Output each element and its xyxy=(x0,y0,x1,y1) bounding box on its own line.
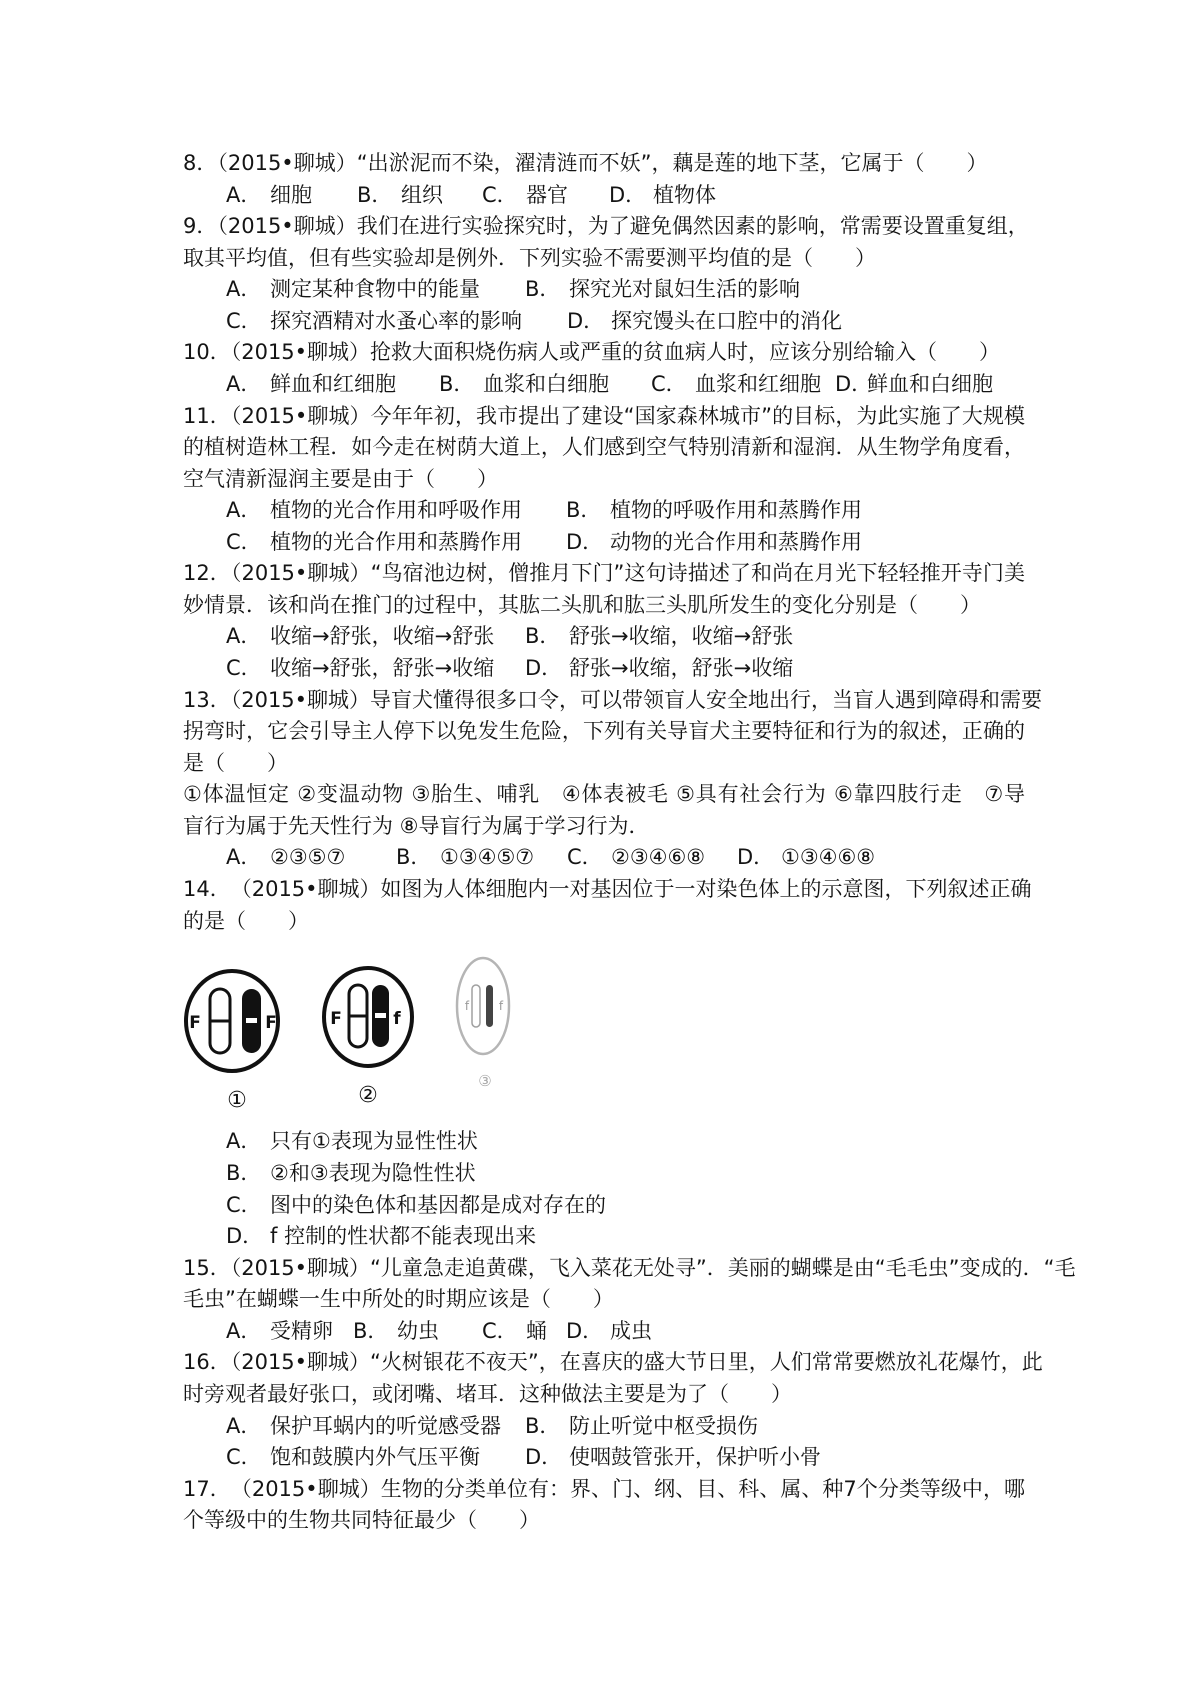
option-text: 鲜血和红细胞 xyxy=(270,371,396,396)
option-label: B． xyxy=(357,182,393,207)
gene-label-right: f xyxy=(498,999,504,1014)
option-text: ①③④⑥⑧ xyxy=(781,845,876,870)
question-15 xyxy=(183,1253,1076,1348)
option-text: 成虫 xyxy=(610,1318,652,1343)
question-text: 空气清新湿润主要是由于（ ） xyxy=(183,466,498,491)
question-text: 毛虫”在蝴蝶一生中所处的时期应该是（ ） xyxy=(183,1287,614,1312)
option-c xyxy=(226,527,522,559)
option-text: 探究光对鼠妇生活的影响 xyxy=(569,277,800,302)
centromere xyxy=(246,1018,257,1023)
question-16 xyxy=(183,1347,1043,1473)
option-b xyxy=(439,369,609,401)
option-a xyxy=(226,842,345,874)
option-d xyxy=(567,306,842,338)
option-d xyxy=(566,1316,652,1348)
option-text: 测定某种食物中的能量 xyxy=(270,277,480,302)
option-label: D． xyxy=(609,182,647,207)
option-d xyxy=(835,369,993,401)
option-text: 细胞 xyxy=(270,182,312,207)
option-text: 植物的呼吸作用和蒸腾作用 xyxy=(610,498,862,523)
option-text: 只有①表现为显性性状 xyxy=(270,1129,478,1154)
cell-panel-3 xyxy=(457,958,509,1090)
option-label: B． xyxy=(525,624,561,649)
question-10 xyxy=(183,337,1025,400)
option-label: C． xyxy=(226,1445,262,1470)
option-label: B． xyxy=(396,845,432,870)
option-d xyxy=(566,527,862,559)
option-text: 植物的光合作用和蒸腾作用 xyxy=(270,529,522,554)
option-label: C． xyxy=(226,1192,262,1217)
question-text: 14． （2015•聊城）如图为人体细胞内一对基因位于一对染色体上的示意图，下列叙述正确 xyxy=(183,876,1032,901)
gene-label-left: f xyxy=(464,999,470,1014)
option-c xyxy=(226,1190,606,1222)
option-row xyxy=(183,1411,1025,1443)
option-text: 收缩→舒张，收缩→舒张 xyxy=(270,624,495,649)
option-text: f 控制的性状都不能表现出来 xyxy=(270,1224,537,1249)
option-text: ①③④⑤⑦ xyxy=(440,845,535,870)
option-label: C． xyxy=(226,529,262,554)
option-label: D． xyxy=(525,1445,563,1470)
question-text: 15．（2015•聊城）“儿童急走追黄碟，飞入菜花无处寻”．美丽的蝴蝶是由“毛毛虫”变成的．“毛 xyxy=(183,1255,1076,1280)
option-b xyxy=(525,274,800,306)
option-text: 动物的光合作用和蒸腾作用 xyxy=(610,529,862,554)
option-label: B． xyxy=(525,277,561,302)
option-text: 幼虫 xyxy=(397,1318,439,1343)
option-label: B． xyxy=(226,1161,262,1186)
option-text: ②和③表现为隐性性状 xyxy=(270,1161,476,1186)
question-12 xyxy=(183,558,1025,684)
panel-label: ② xyxy=(358,1083,378,1109)
option-c xyxy=(567,842,705,874)
option-text: 植物体 xyxy=(653,182,716,207)
option-text: 蛹 xyxy=(526,1318,547,1343)
option-d xyxy=(737,842,875,874)
option-a xyxy=(226,1126,478,1158)
option-c xyxy=(482,180,568,212)
option-a xyxy=(226,621,494,653)
option-text: 图中的染色体和基因都是成对存在的 xyxy=(270,1192,606,1217)
option-label: C． xyxy=(567,845,603,870)
option-label: B． xyxy=(353,1318,389,1343)
option-text: 保护耳蜗内的听觉感受器 xyxy=(270,1413,501,1438)
question-text: 拐弯时，它会引导主人停下以免发生危险，下列有关导盲犬主要特征和行为的叙述，正确的 xyxy=(183,719,1025,744)
option-label: A． xyxy=(226,845,262,870)
option-text: 舒张→收缩，收缩→舒张 xyxy=(569,624,794,649)
option-text: 收缩→舒张，舒张→收缩 xyxy=(270,656,495,680)
option-label: D． xyxy=(566,529,604,554)
option-d xyxy=(525,653,793,685)
option-label: D． xyxy=(567,308,605,333)
option-row xyxy=(183,369,1025,401)
option-a xyxy=(226,274,480,306)
gene-label-left: F xyxy=(189,1013,201,1034)
option-b xyxy=(226,1158,476,1190)
question-text: 妙情景．该和尚在推门的过程中，其肱二头肌和肱三头肌所发生的变化分别是（ ） xyxy=(183,592,981,617)
option-label: A． xyxy=(226,624,262,649)
chromosome-figure xyxy=(183,937,1025,1126)
option-text: 使咽鼓管张开，保护听小骨 xyxy=(569,1445,821,1470)
chromosome-diagram xyxy=(183,937,543,1126)
option-label: D． xyxy=(835,371,873,396)
option-text: 组织 xyxy=(401,182,443,207)
question-text: 17． （2015•聊城）生物的分类单位有：界、门、纲、目、科、属、种7个分类等级中，哪 xyxy=(183,1476,1025,1501)
option-label: D． xyxy=(737,845,775,870)
option-c xyxy=(226,653,494,685)
option-b xyxy=(353,1316,439,1348)
option-label: A． xyxy=(226,1129,262,1154)
option-row xyxy=(183,306,1025,338)
question-text: 的是（ ） xyxy=(183,908,309,933)
question-text: 13．（2015•聊城）导盲犬懂得很多口令，可以带领盲人安全地出行，当盲人遇到障碍和需要 xyxy=(183,687,1043,712)
question-14 xyxy=(183,874,1032,1253)
option-row xyxy=(183,1190,1025,1222)
option-label: B． xyxy=(439,371,475,396)
option-label: A． xyxy=(226,277,262,302)
option-text: 器官 xyxy=(526,182,568,207)
option-label: C． xyxy=(226,308,262,333)
option-text: 探究馒头在口腔中的消化 xyxy=(611,308,842,333)
option-text: ②③④⑥⑧ xyxy=(611,845,706,870)
option-text: 饱和鼓膜内外气压平衡 xyxy=(270,1445,480,1470)
option-row xyxy=(183,621,1025,653)
question-text: 12．（2015•聊城）“鸟宿池边树，僧推月下门”这句诗描述了和尚在月光下轻轻推开寺门美 xyxy=(183,561,1025,586)
gene-label-left: F xyxy=(330,1009,342,1030)
option-label: B． xyxy=(566,498,602,523)
question-text: 取其平均值，但有些实验却是例外．下列实验不需要测平均值的是（ ） xyxy=(183,245,876,270)
gene-label-right: f xyxy=(393,1009,401,1030)
question-text: 9．（2015•聊城）我们在进行实验探究时，为了避免偶然因素的影响，常需要设置重复组， xyxy=(183,214,1029,239)
option-b xyxy=(396,842,534,874)
option-label: C． xyxy=(482,182,518,207)
option-label: C． xyxy=(226,656,262,680)
option-b xyxy=(566,495,862,527)
option-b xyxy=(525,621,793,653)
option-b xyxy=(357,180,443,212)
question-text: 的植树造林工程．如今走在树荫大道上，人们感到空气特别清新和湿润．从生物学角度看， xyxy=(183,435,1025,460)
option-a xyxy=(226,495,522,527)
question-text: 11．（2015•聊城）今年年初，我市提出了建设“国家森林城市”的目标，为此实施了大规模 xyxy=(183,403,1025,428)
statement-list: ①体温恒定 ②变温动物 ③胎生、哺乳 ④体表被毛 ⑤具有社会行为 ⑥靠四肢行走 ⑦导 xyxy=(183,782,1025,807)
chromosome-black xyxy=(486,985,493,1027)
option-row xyxy=(183,495,1025,527)
option-label: B． xyxy=(525,1413,561,1438)
option-row xyxy=(183,1158,1025,1190)
option-row xyxy=(183,653,1025,685)
option-row xyxy=(183,527,1025,559)
question-text: 是（ ） xyxy=(183,750,288,775)
option-row xyxy=(183,842,1025,874)
option-a xyxy=(226,1316,333,1348)
option-d xyxy=(609,180,716,212)
question-17 xyxy=(183,1474,1025,1537)
chromosome-white xyxy=(472,985,480,1027)
option-a xyxy=(226,369,396,401)
option-label: C． xyxy=(482,1318,518,1343)
question-9 xyxy=(183,211,1029,337)
option-label: A． xyxy=(226,371,262,396)
option-label: D． xyxy=(566,1318,604,1343)
option-text: 植物的光合作用和呼吸作用 xyxy=(270,498,522,523)
option-text: 探究酒精对水蚤心率的影响 xyxy=(270,308,522,333)
option-a xyxy=(226,180,312,212)
option-d xyxy=(525,1442,821,1474)
option-row xyxy=(183,1221,1025,1253)
question-13 xyxy=(183,685,1043,874)
option-label: A． xyxy=(226,1318,262,1343)
centromere xyxy=(375,1013,386,1018)
option-label: D． xyxy=(226,1224,264,1249)
question-text: 个等级中的生物共同特征最少（ ） xyxy=(183,1508,540,1533)
question-text: 10．（2015•聊城）抢救大面积烧伤病人或严重的贫血病人时，应该分别给输入（ ） xyxy=(183,340,1001,365)
question-11 xyxy=(183,401,1025,559)
option-row xyxy=(183,1442,1025,1474)
option-text: 血浆和红细胞 xyxy=(695,371,821,396)
option-b xyxy=(525,1411,758,1443)
option-c xyxy=(226,1442,480,1474)
option-label: C． xyxy=(651,371,687,396)
question-8 xyxy=(183,148,1025,211)
option-text: 舒张→收缩，舒张→收缩 xyxy=(569,656,794,680)
document-body xyxy=(183,148,1076,1537)
option-text: 防止听觉中枢受损伤 xyxy=(569,1413,758,1438)
option-c xyxy=(651,369,821,401)
panel-label: ① xyxy=(227,1088,247,1114)
cell-panel-1 xyxy=(186,971,278,1113)
option-label: A． xyxy=(226,1413,262,1438)
question-text: 8．（2015•聊城）“出淤泥而不染，濯清涟而不妖”，藕是莲的地下茎，它属于（ ） xyxy=(183,151,988,175)
option-text: ②③⑤⑦ xyxy=(270,845,346,870)
option-row xyxy=(183,1316,1025,1348)
option-c xyxy=(226,306,522,338)
option-text: 血浆和白细胞 xyxy=(483,371,609,396)
cell-panel-2 xyxy=(324,968,412,1108)
option-row xyxy=(183,180,1025,212)
option-text: 受精卵 xyxy=(270,1318,333,1343)
panel-label: ③ xyxy=(478,1072,492,1091)
option-d xyxy=(226,1221,536,1253)
option-c xyxy=(482,1316,547,1348)
option-text: 鲜血和白细胞 xyxy=(867,371,993,396)
option-label: A． xyxy=(226,498,262,523)
option-a xyxy=(226,1411,501,1443)
option-label: A． xyxy=(226,182,262,207)
statement-list: 盲行为属于先天性行为 ⑧导盲行为属于学习行为． xyxy=(183,813,650,838)
question-text: 16．（2015•聊城）“火树银花不夜天”，在喜庆的盛大节日里，人们常常要燃放礼花爆竹，此 xyxy=(183,1350,1043,1375)
option-row xyxy=(183,1126,1025,1158)
question-text: 时旁观者最好张口，或闭嘴、堵耳．这种做法主要是为了（ ） xyxy=(183,1381,792,1406)
option-row xyxy=(183,274,1025,306)
option-label: D． xyxy=(525,656,563,680)
gene-label-right: F xyxy=(265,1013,277,1034)
